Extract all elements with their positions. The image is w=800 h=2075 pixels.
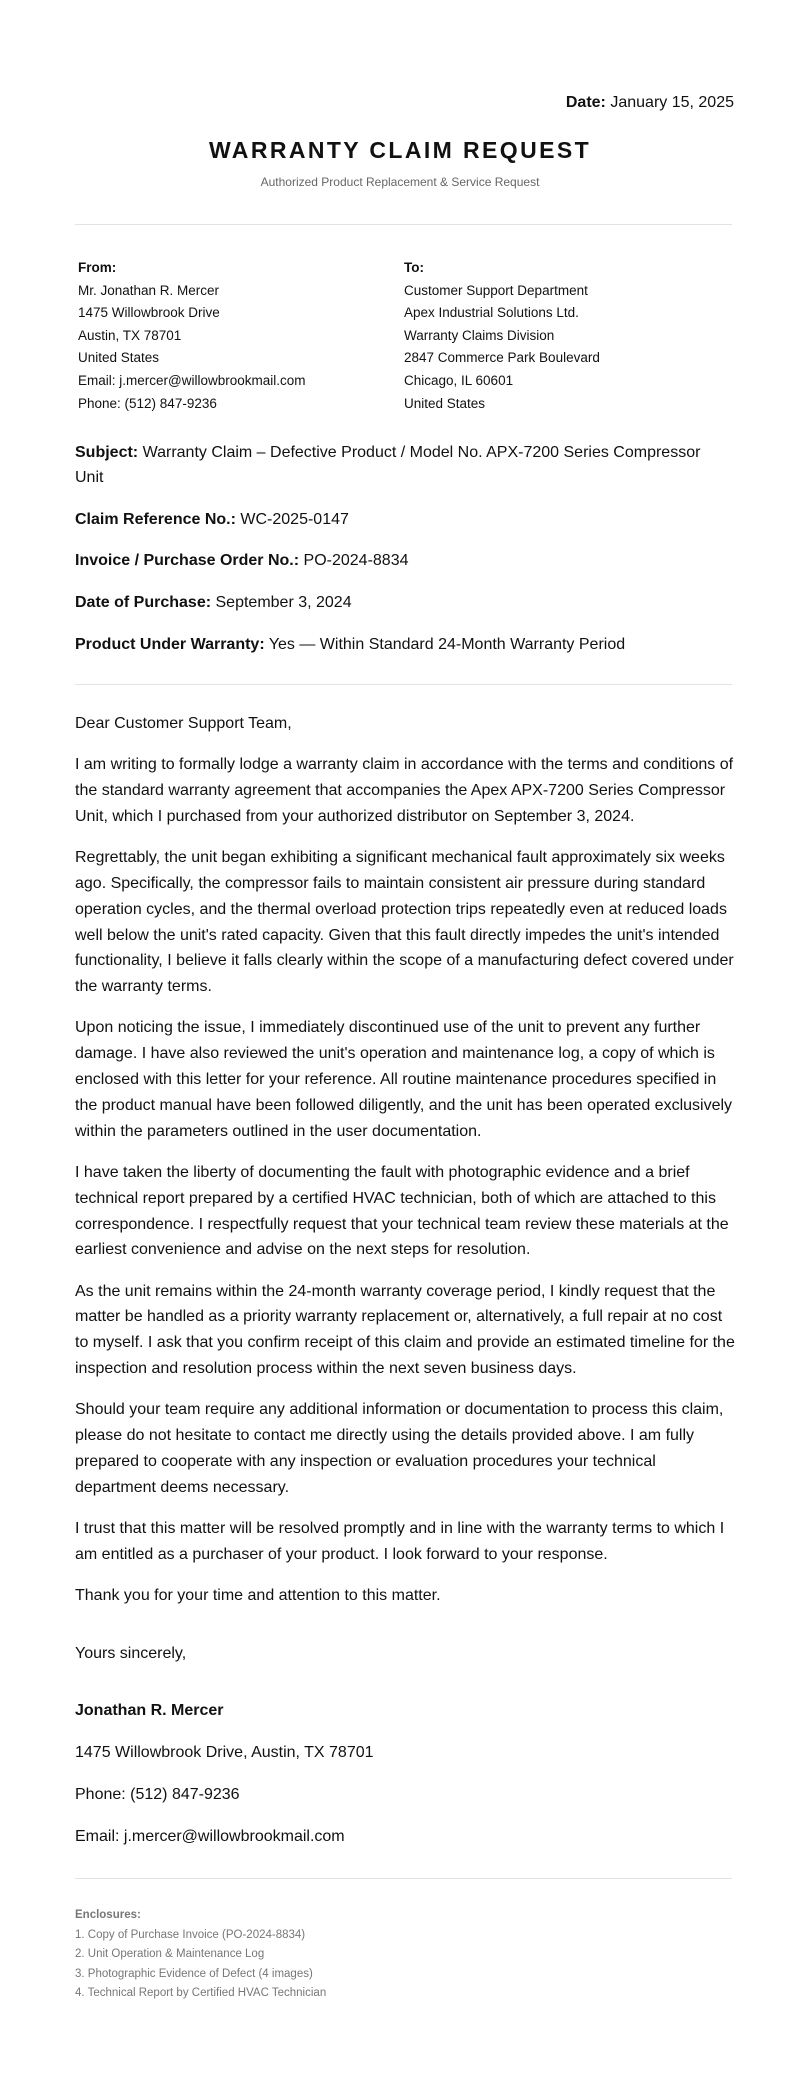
from-line: United States — [78, 350, 160, 366]
to-line: Apex Industrial Solutions Ltd. — [404, 305, 579, 321]
to-line: Warranty Claims Division — [404, 327, 555, 343]
meta-divider — [75, 684, 732, 685]
invoice-value: PO-2024-8834 — [303, 552, 409, 569]
purchase-date — [75, 590, 732, 615]
invoice-number — [75, 548, 732, 573]
header-divider — [75, 224, 732, 225]
body-paragraph: Regrettably, the unit began exhibiting a significant mechanical fault approximately six weeks ago. Specifically, the compressor fails to maintain consistent air pressure during standard operation cycles, and the thermal overload protection trips repeatedly even at reduced loads well below the unit's rated capacity. Given that this fault directly impedes the unit's intended functionality, I believe it falls clearly within the scope of a manufacturing defect covered under the warranty terms. — [75, 849, 734, 996]
to-line: United States — [404, 395, 486, 411]
date-label: Date: — [565, 94, 606, 111]
claim-ref-value: WC-2025-0147 — [240, 511, 349, 528]
letter-body — [75, 711, 735, 1624]
enclosures-heading: Enclosures: — [75, 1909, 141, 1921]
claim-ref-label: Claim Reference No.: — [75, 511, 236, 528]
purchase-date-label: Date of Purchase: — [75, 594, 212, 611]
sender-address-block — [78, 257, 306, 415]
claim-reference — [75, 507, 732, 532]
warranty-value: Yes — Within Standard 24-Month Warranty Period — [268, 636, 626, 653]
signature-name: Jonathan R. Mercer — [75, 1702, 224, 1719]
signature-email: Email: j.mercer@willowbrookmail.com — [75, 1828, 345, 1845]
subject-line — [75, 440, 732, 490]
enclosure-item: 1. Copy of Purchase Invoice (PO-2024-8834) — [75, 1928, 306, 1941]
body-paragraph: Thank you for your time and attention to this matter. — [75, 1587, 441, 1605]
from-line: 1475 Willowbrook Drive — [78, 305, 220, 321]
to-line: 2847 Commerce Park Boulevard — [404, 350, 600, 366]
recipient-address-block — [404, 257, 600, 415]
date-value: January 15, 2025 — [610, 94, 734, 111]
footer-divider — [75, 1878, 732, 1879]
warranty-label: Product Under Warranty: — [75, 636, 265, 653]
from-line: Email: j.mercer@willowbrookmail.com — [78, 372, 306, 388]
body-paragraph: Upon noticing the issue, I immediately discontinued use of the unit to prevent any further damage. I have also reviewed the unit's operation and maintenance log, a copy of which is enclosed with this letter for your reference. All routine maintenance procedures specified in the product manual have been followed diligently, and the unit has been operated exclusively within the parameters outlined in the user documentation. — [75, 1019, 733, 1140]
subject-label: Subject: — [75, 444, 139, 461]
letter-subtitle: Authorized Product Replacement & Service Request — [260, 175, 540, 189]
enclosure-item: 4. Technical Report by Certified HVAC Technician — [75, 1987, 327, 2000]
to-line: Chicago, IL 60601 — [404, 372, 514, 388]
body-paragraph: I am writing to formally lodge a warranty claim in accordance with the terms and conditions of the standard warranty agreement that accompanies the Apex APX-7200 Series Compressor Unit, which I purchased from your authorized distributor on September 3, 2024. — [75, 756, 734, 825]
from-heading: From: — [78, 260, 117, 275]
body-paragraph: I have taken the liberty of documenting the fault with photographic evidence and a brief technical report prepared by a certified HVAC technician, both of which are attached to this correspondence. I respectfully request that your technical team review these materials at the earliest convenience and advise on the next steps for resolution. — [75, 1163, 729, 1259]
body-paragraph: I trust that this matter will be resolved promptly and in line with the warranty terms to which I am entitled as a purchaser of your product. I look forward to your response. — [75, 1520, 725, 1563]
enclosures-list — [75, 1906, 326, 2004]
salutation: Dear Customer Support Team, — [75, 715, 292, 732]
enclosure-item: 2. Unit Operation & Maintenance Log — [75, 1948, 265, 1961]
to-line: Customer Support Department — [404, 282, 588, 298]
enclosure-item: 3. Photographic Evidence of Defect (4 images) — [75, 1967, 313, 1980]
invoice-label: Invoice / Purchase Order No.: — [75, 552, 300, 569]
from-line: Austin, TX 78701 — [78, 327, 182, 343]
body-paragraph: As the unit remains within the 24-month warranty coverage period, I kindly request that the matter be handled as a priority warranty replacement or, alternatively, a full repair at no cost to myself. I ask that you confirm receipt of this claim and provide an estimated timeline for the inspection and resolution process within the next seven business days. — [75, 1282, 735, 1378]
subject-value: Warranty Claim – Defective Product / Model No. APX-7200 Series Compressor Unit — [75, 444, 701, 486]
from-line: Phone: (512) 847-9236 — [78, 395, 217, 411]
letter-title: WARRANTY CLAIM REQUEST — [208, 137, 592, 163]
warranty-status — [75, 632, 732, 657]
signature-address: 1475 Willowbrook Drive, Austin, TX 78701 — [75, 1744, 374, 1761]
from-line: Mr. Jonathan R. Mercer — [78, 282, 220, 298]
closing: Yours sincerely, — [75, 1645, 187, 1662]
to-heading: To: — [404, 260, 424, 275]
signature-phone: Phone: (512) 847-9236 — [75, 1786, 240, 1803]
body-paragraph: Should your team require any additional information or documentation to process this claim, please do not hesitate to contact me directly using the details provided above. I am fully prepared to cooperate with any inspection or evaluation procedures your technical department deems necessary. — [75, 1401, 724, 1496]
letter-date — [566, 94, 734, 112]
purchase-date-value: September 3, 2024 — [215, 594, 352, 611]
